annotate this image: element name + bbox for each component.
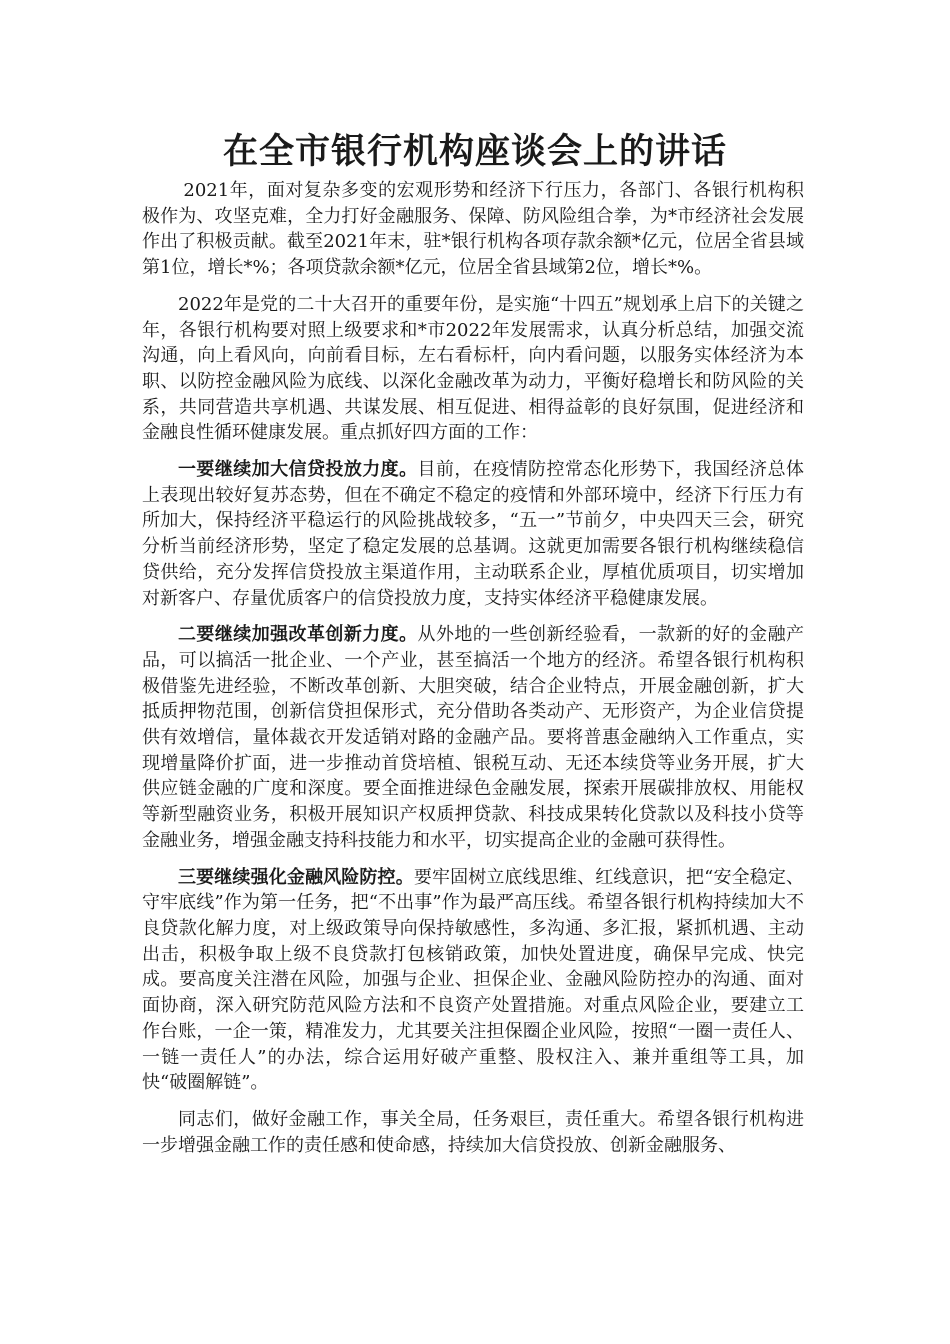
paragraph-text: 同志们，做好金融工作，事关全局，任务艰巨，责任重大。希望各银行机构进一步增强金融工作的责任感和使命感，持续加大信贷投放、创新金融服务、 bbox=[142, 1108, 804, 1156]
paragraph-lead: 二要继续加强改革创新力度。 bbox=[178, 624, 418, 646]
paragraph-text: 2022年是党的二十大召开的重要年份，是实施“十四五”规划承上启下的关键之年，各银行机构要对照上级要求和*市2022年发展需求，认真分析总结，加强交流沟通，向上看风向，向前看目标，左右看标杆，向内看问题，以服务实体经济为本职、以防控金融风险为底线、以深化金融改革为动力，平衡好稳增长和防风险的关系，共同营造共享机遇、共谋发展、相互促进、相得益彰的良好氛围，促进经济和金融良性循环健康发展。重点抓好四方面的工作： bbox=[142, 293, 804, 444]
paragraph-innovation bbox=[142, 622, 804, 853]
document-title: 在全市银行机构座谈会上的讲话 bbox=[222, 131, 727, 172]
paragraph-lead: 一要继续加大信贷投放力度。 bbox=[178, 459, 418, 481]
paragraph-text: 要牢固树立底线思维、红线意识，把“安全稳定、守牢底线”作为第一任务，把“不出事”作为最严高压线。希望各银行机构持续加大不良贷款化解力度，对上级政策导向保持敏感性，多沟通、多汇报，紧抓机遇、主动出击，积极争取上级不良贷款打包核销政策，加快处置进度，确保早完成、快完成。要高度关注潜在风险，加强与企业、担保企业、金融风险防控办的沟通、面对面协商，深入研究防范风险方法和不良资产处置措施。对重点风险企业，要建立工作台账，一企一策，精准发力，尤其要关注担保圈企业风险，按照“一圈一责任人、一链一责任人”的办法，综合运用好破产重整、股权注入、兼并重组等工具，加快“破圈解链”。 bbox=[142, 866, 805, 1094]
document-body bbox=[142, 178, 804, 1169]
paragraph-closing bbox=[142, 1107, 804, 1158]
paragraph-intro bbox=[142, 178, 804, 281]
paragraph-text: 2021年，面对复杂多变的宏观形势和经济下行压力，各部门、各银行机构积极作为、攻坚克难，全力打好金融服务、保障、防风险组合拳，为*市经济社会发展作出了积极贡献。截至2021年末，驻*银行机构各项存款余额*亿元，位居全省县域第1位，增长*%；各项贷款余额*亿元，位居全省县域第2位，增长*%。 bbox=[142, 180, 804, 279]
paragraph-risk bbox=[142, 865, 804, 1096]
paragraph-credit bbox=[142, 457, 804, 611]
paragraph-overview bbox=[142, 292, 804, 446]
paragraph-lead: 三要继续强化金融风险防控。 bbox=[178, 866, 414, 888]
paragraph-text: 从外地的一些创新经验看，一款新的好的金融产品，可以搞活一批企业、一个产业，甚至搞活一个地方的经济。希望各银行机构积极借鉴先进经验，不断改革创新、大胆突破，结合企业特点，开展金融创新，扩大抵质押物范围，创新信贷担保形式，充分借助各类动产、无形资产，为企业信贷提供有效增信，量体裁衣开发适销对路的金融产品。要将普惠金融纳入工作重点，实现增量降价扩面，进一步推动首贷培植、银税互动、无还本续贷等业务开展，扩大供应链金融的广度和深度。要全面推进绿色金融发展，探索开展碳排放权、用能权等新型融资业务，积极开展知识产权质押贷款、科技成果转化贷款以及科技小贷等金融业务，增强金融支持科技能力和水平，切实提高企业的金融可获得性。 bbox=[142, 624, 804, 851]
paragraph-text: 目前，在疫情防控常态化形势下，我国经济总体上表现出较好复苏态势，但在不确定不稳定的疫情和外部环境中，经济下行压力有所加大，保持经济平稳运行的风险挑战较多，“五一”节前夕，中央四天三会，研究分析当前经济形势，坚定了稳定发展的总基调。这就更加需要各银行机构继续稳信贷供给，充分发挥信贷投放主渠道作用，主动联系企业，厚植优质项目，切实增加对新客户、存量优质客户的信贷投放力度，支持实体经济平稳健康发展。 bbox=[142, 459, 804, 609]
